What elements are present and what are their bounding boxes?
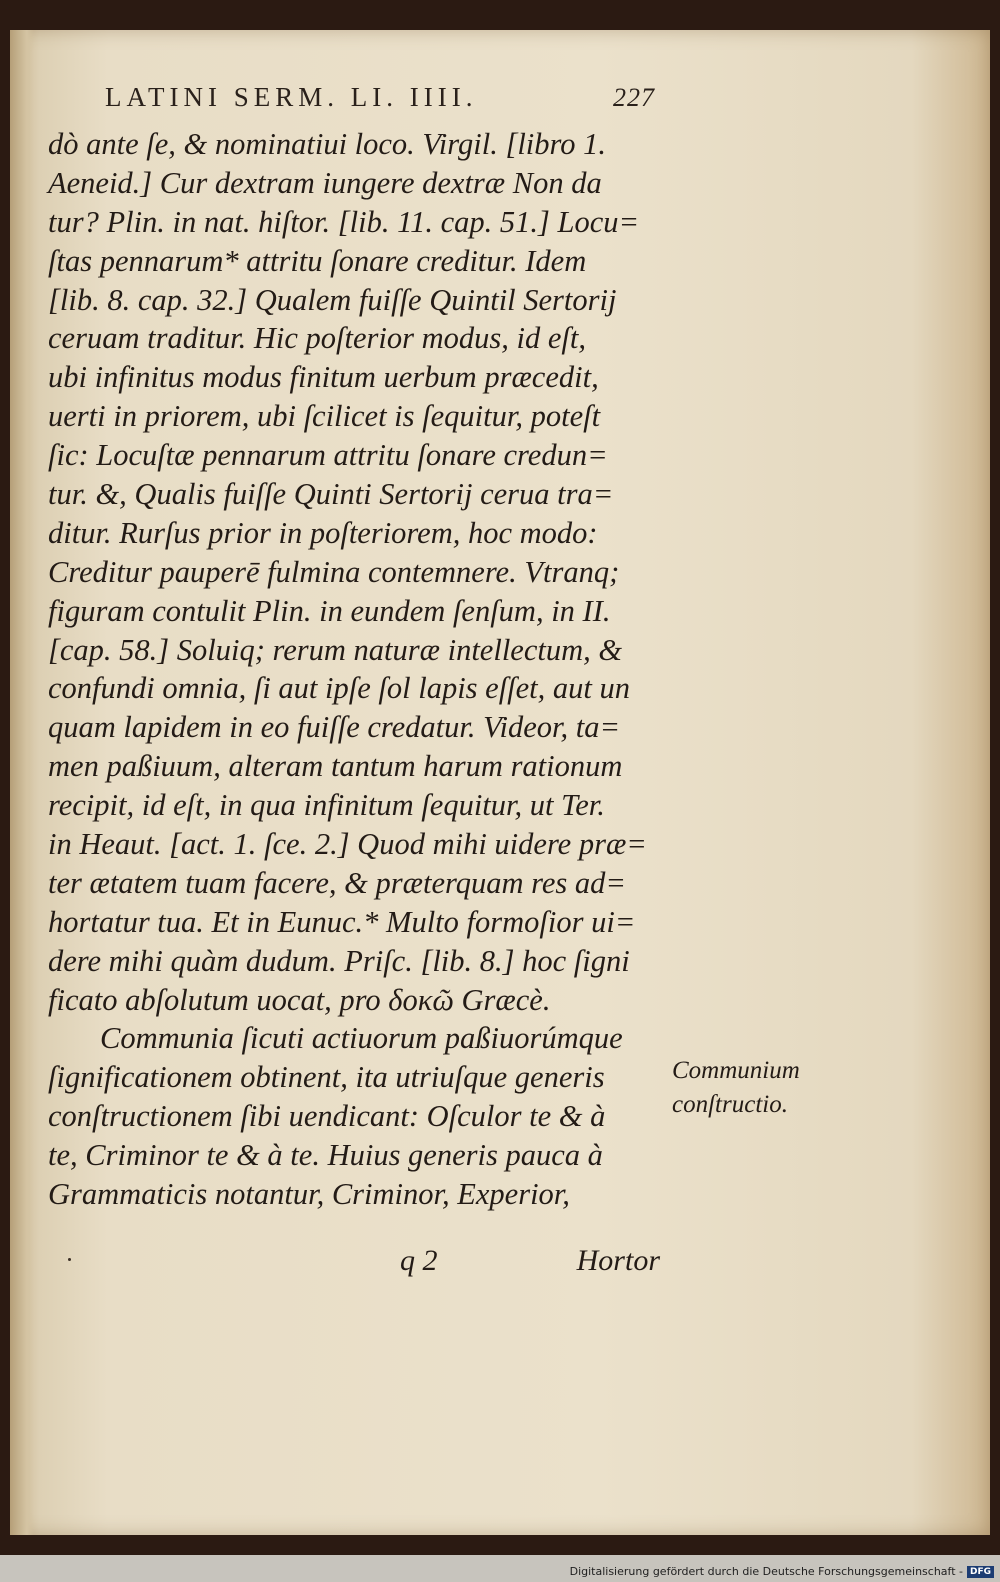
text-line: ceruam traditur. Hic poſterior modus, id eſt, bbox=[48, 321, 586, 356]
text-line: ſignificationem obtinent, ita utriuſque generis bbox=[48, 1060, 605, 1095]
margin-note-line: Communium bbox=[672, 1057, 800, 1084]
text-line: te, Criminor te & à te. Huius generis pauca à bbox=[48, 1138, 603, 1173]
text-line: ficato abſolutum uocat, pro δοκῶ Græcè. bbox=[48, 982, 551, 1017]
text-line: [cap. 58.] Soluiq; rerum naturæ intellectum, & bbox=[48, 632, 623, 667]
catchword: Hortor bbox=[576, 1244, 660, 1277]
text-line: ubi infinitus modus finitum uerbum præcedit, bbox=[48, 360, 599, 395]
text-line: quam lapidem in eo fuiſſe credatur. Videor, ta= bbox=[48, 710, 621, 745]
text-line: dere mihi quàm dudum. Priſc. [lib. 8.] hoc ſigni bbox=[48, 943, 630, 978]
text-line: Aeneid.] Cur dextram iungere dextræ Non da bbox=[48, 165, 602, 200]
text-line: ſtas pennarum* attritu ſonare creditur. Idem bbox=[48, 243, 587, 278]
text-line: recipit, id eſt, in qua infinitum ſequitur, ut Ter. bbox=[48, 788, 605, 823]
text-line: Communia ſicuti actiuorum paßiuorúmque bbox=[100, 1021, 623, 1056]
funding-credit bbox=[570, 1565, 994, 1578]
text-line: confundi omnia, ſi aut ipſe ſol lapis eſſet, aut un bbox=[48, 671, 631, 706]
text-line: men paßiuum, alteram tantum harum rationum bbox=[48, 749, 623, 784]
running-title: LATINI SERM. LI. IIII. bbox=[105, 82, 478, 112]
text-line: hortatur tua. Et in Eunuc.* Multo formoſior ui= bbox=[48, 904, 636, 939]
body-text bbox=[48, 125, 668, 1214]
funding-note: Digitalisierung gefördert durch die Deutsche Forschungsgemeinschaft - bbox=[569, 1565, 963, 1578]
signature-mark: q 2 bbox=[400, 1244, 438, 1277]
text-line: tur? Plin. in nat. hiſtor. [lib. 11. cap. 51.] Locu= bbox=[48, 204, 640, 239]
page-number: 227 bbox=[613, 83, 655, 112]
page-gutter-edge bbox=[10, 30, 34, 1535]
text-line: Grammaticis notantur, Criminor, Experior, bbox=[48, 1177, 570, 1212]
page-footer bbox=[60, 1244, 660, 1284]
page-header bbox=[105, 82, 655, 113]
margin-note bbox=[672, 1054, 832, 1122]
text-line: figuram contulit Plin. in eundem ſenſum, in II. bbox=[48, 593, 611, 628]
dfg-logo: DFG bbox=[967, 1566, 994, 1578]
text-line: conſtructionem ſibi uendicant: Oſculor te & à bbox=[48, 1099, 606, 1134]
text-line: ditur. Rurſus prior in poſteriorem, hoc modo: bbox=[48, 515, 598, 550]
text-line: [lib. 8. cap. 32.] Qualem fuiſſe Quintil Sertorij bbox=[48, 282, 617, 317]
text-line: in Heaut. [act. 1. ſce. 2.] Quod mihi uidere præ= bbox=[48, 827, 647, 862]
margin-note-line: conſtructio. bbox=[672, 1091, 788, 1118]
ink-speck bbox=[68, 1258, 71, 1261]
text-line: uerti in priorem, ubi ſcilicet is ſequitur, poteſt bbox=[48, 399, 601, 434]
text-line: ſic: Locuſtæ pennarum attritu ſonare credun= bbox=[48, 438, 608, 473]
text-line: Creditur pauperē fulmina contemnere. Vtranq; bbox=[48, 554, 620, 589]
text-line: ter ætatem tuam facere, & præterquam res ad= bbox=[48, 865, 626, 900]
text-line: tur. &, Qualis fuiſſe Quinti Sertorij cerua tra= bbox=[48, 477, 614, 512]
text-line: dò ante ſe, & nominatiui loco. Virgil. [libro 1. bbox=[48, 127, 607, 161]
